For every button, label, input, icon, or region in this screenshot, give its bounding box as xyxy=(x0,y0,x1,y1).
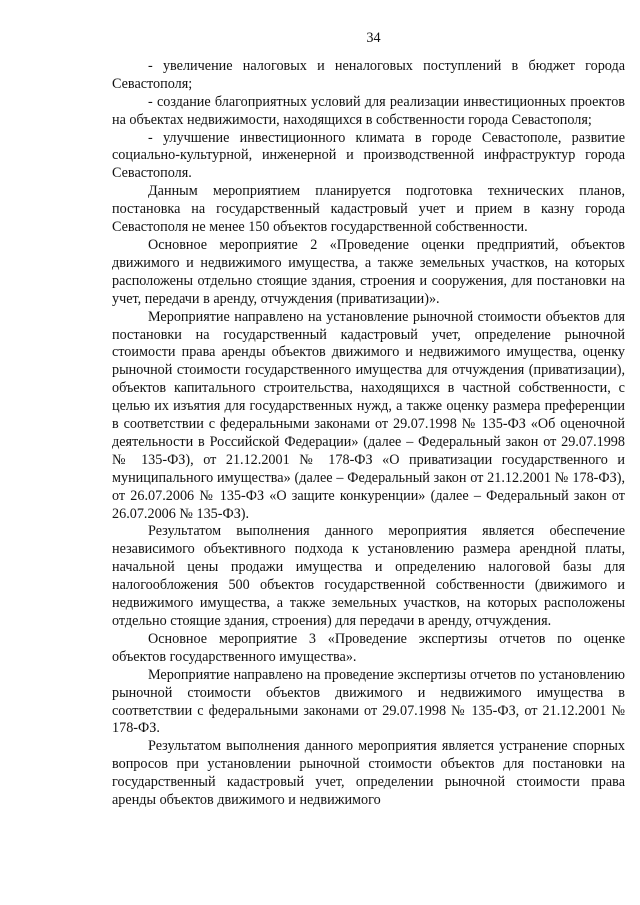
paragraph-bullet-investment-conditions: - создание благоприятных условий для реализации инвестиционных проектов на объектах недвижимости, находящихся в собственности города Севастополя; xyxy=(112,93,625,128)
paragraph-measure-2-purpose: Мероприятие направлено на установление рыночной стоимости объектов для постановки на государственный кадастровый учет, определение рыночной стоимости права аренды объектов движимого и недвижимого имущества, оценку рыночной стоимости государственного имущества для отчуждения (приватизации), объектов капитального строительства, находящихся в частной собственности, с целью их изъятия для государственных нужд, а также оценку размера преференции в соответствии с федеральными законами от 29.07.1998 № 135-ФЗ «Об оценочной деятельности в Российской Федерации» (далее – Федеральный закон от 29.07.1998 № 135-ФЗ), от 21.12.2001 № 178-ФЗ «О приватизации государственного и муниципального имущества» (далее – Федеральный закон от 21.12.2001 № 178-ФЗ), от 26.07.2006 № 135-ФЗ «О защите конкуренции» (далее – Федеральный закон от 26.07.2006 № 135-ФЗ). xyxy=(112,308,625,522)
paragraph-main-measure-3: Основное мероприятие 3 «Проведение экспертизы отчетов по оценке объектов государственного имущества». xyxy=(112,630,625,665)
paragraph-measure-3-purpose: Мероприятие направлено на проведение экспертизы отчетов по установлению рыночной стоимости объектов движимого и недвижимого имущества в соответствии с федеральными законами от 29.07.1998 № 135-ФЗ, от 21.12.2001 № 178-ФЗ. xyxy=(112,666,625,737)
paragraph-measure-2-result: Результатом выполнения данного мероприятия является обеспечение независимого объективного подхода к установлению размера арендной платы, начальной цены продажи имущества и определению налоговой базы для налогообложения 500 объектов государственной собственности (движимого и недвижимого имущества, а также земельных участков, на которых расположены отдельно стоящие здания, строения) для передачи в аренду, отчуждения. xyxy=(112,523,625,629)
document-page xyxy=(112,30,625,810)
paragraph-main-measure-2: Основное мероприятие 2 «Проведение оценки предприятий, объектов движимого и недвижимого имущества, а также земельных участков, на которых расположены отдельно стоящие здания, строения и сооружения, для постановки на учет, передачи в аренду, отчуждения (приватизации)». xyxy=(112,236,625,307)
paragraph-bullet-tax-revenue: - увеличение налоговых и неналоговых поступлений в бюджет города Севастополя; xyxy=(112,57,625,92)
paragraph-bullet-investment-climate: - улучшение инвестиционного климата в городе Севастополе, развитие социально-культурной, инженерной и производственной инфраструктур города Севастополя. xyxy=(112,129,625,182)
page-number: 34 xyxy=(366,30,381,46)
paragraph-technical-plans: Данным мероприятием планируется подготовка технических планов, постановка на государственный кадастровый учет и прием в казну города Севастополя не менее 150 объектов государственной собственности. xyxy=(112,183,625,236)
paragraph-measure-3-result: Результатом выполнения данного мероприятия является устранение спорных вопросов при установлении рыночной стоимости объектов для постановки на государственный кадастровый учет, определении рыночной стоимости права аренды объектов движимого и недвижимого xyxy=(112,738,625,809)
